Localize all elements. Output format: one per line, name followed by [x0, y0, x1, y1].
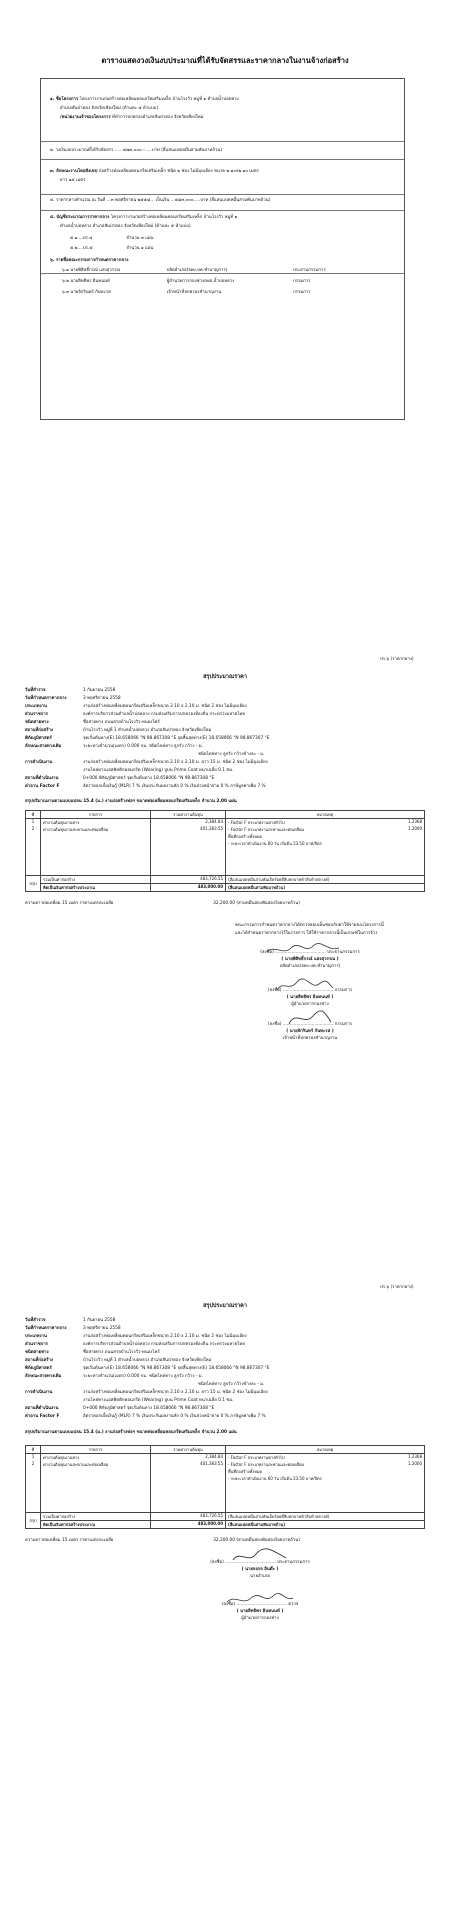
summary-title: สรุปประมาณราคา	[203, 674, 247, 680]
total-value: 483,726.55	[151, 1513, 226, 1521]
length-label: ความยาวท่อเหลี่ยม 15 เมตร ราคาเมตรละเฉลี่ย	[25, 1538, 114, 1543]
item5-line	[50, 215, 237, 220]
table-header	[26, 1446, 425, 1454]
item5-text: โครงการงานก่อสร้างท่อเหลี่ยมคอนกรีตเสริมเหล็ก บ้านโรงวัว หมู่ที่ ๑	[110, 215, 238, 220]
field-value: งานไหล่ทางแอสฟัลติกคอนกรีต (Wearing) ปูบน Prime Coat หนาเฉลี่ย 0.1 ซม.	[83, 768, 234, 773]
cell-no: 2	[26, 1461, 41, 1482]
signer-name: ( นายจงกล อินต๊ะ )	[241, 1567, 279, 1572]
budget-row	[26, 1521, 425, 1529]
signer-role: กรรมการ	[334, 988, 353, 993]
summary-table	[25, 1445, 425, 1529]
th-no: ที่	[26, 811, 41, 819]
cell-note-extra: - ระยะเวลาดำเนินงาน 60 วัน เริ่มต้น 23.50 บาท/ลิตร	[228, 1476, 322, 1481]
field-value: งานก่อสร้างท่อเหลี่ยมคอนกรีตเสริมเหล็กขนาด 2.10 x 2.10 ม. ชนิด 2 ช่อง ไม่มีมุมเอียง	[83, 1334, 247, 1339]
th-cost: รวมค่างานต้นทุน	[151, 1446, 226, 1454]
divider	[41, 159, 404, 160]
field-label: ส่วนราชการ	[25, 712, 48, 717]
cell-note: - Factor F ประเภทงานทางทั่วไป	[228, 820, 285, 825]
summary-title: สรุปประมาณราคา	[203, 1303, 247, 1309]
cell-note: - Factor F ประเภทงานสะพานและท่อเหลี่ยม	[228, 827, 305, 832]
cell-cost: 401,383.55	[151, 1461, 226, 1482]
signature-scribble	[265, 942, 345, 958]
budget-value: 483,000.00	[151, 1521, 226, 1529]
signer-title: ปลัดอำเภอ(จพง.ปค.ชำนาญการ)	[279, 964, 341, 969]
field-value: 3 พฤศจิกายน 2558	[83, 696, 121, 701]
field-value: จุดเริ่มต้นทาง(E) 18.658066 °N 98.867308 °E จุดสิ้นสุดทาง(E) 18.658066 °N 98.867307 °E	[83, 1366, 270, 1371]
cell-factor: 1.2000	[408, 1461, 422, 1466]
signer-title: เจ้าหน้าที่ปกครองชำนาญงาน	[282, 1036, 338, 1041]
field-value: งานก่อสร้างท่อเหลี่ยมคอนกรีตเสริมเหล็กขนาด 2.10 x 2.10 ม. ยาว 15 ม. ชนิด 2 ช่อง ไม่มีมุมเอียง	[83, 1390, 268, 1395]
committee-position: ปลัดอำเภอ(จพง.ปค.ชำนาญการ)	[166, 268, 228, 273]
item2-budget: ๒. วงเงินงบประมาณที่ได้รับจัดสรร ......๔๗๓,๐๐๐.–.....บาท (สี่แสนแปดหมื่นสามพันบาทถ้วน)	[50, 148, 222, 153]
committee-no: ๖.๒	[62, 279, 69, 284]
length-text: (สามหมื่นสองพันสองร้อยบาทถ้วน)	[236, 1538, 300, 1543]
total-label: รวมเป็นค่าก่อสร้าง	[41, 876, 151, 884]
signer-role: ตรวจ	[288, 1602, 299, 1607]
cell-item: ค่างานต้นทุนงานทาง	[41, 819, 151, 827]
summary-table	[25, 810, 425, 892]
quantity-line: สรุปปริมาณงานตามแบบแปลน 15.4 (ม.) งานก่อสร้างท่อฯ ขนาดท่อเหลี่ยมคอนกรีตเสริมเหล็ก จำนวน 2.00 แผ่น	[25, 799, 237, 804]
cell-no: 1	[26, 819, 41, 827]
field-value: ชนิดไหล่ทาง ลูกรัง กว้างข้างละ - ม.	[198, 1382, 265, 1387]
item5-row	[70, 246, 153, 251]
signature-scribble	[275, 978, 335, 994]
table-row	[26, 1461, 425, 1482]
total-text: (สี่แสนแปดหมื่นสามพันเจ็ดร้อยยี่สิบหกบาทห้าสิบห้าสตางค์)	[226, 876, 425, 884]
cell-factor: 1.2000	[408, 826, 422, 831]
field-value: 1 กันยายน 2558	[83, 688, 116, 693]
budget-text: (สี่แสนแปดหมื่นสามพันบาทถ้วน)	[226, 1521, 425, 1529]
signer-title: ผู้อำนวยการกองช่าง	[241, 1616, 279, 1621]
signer-title: ผู้อำนวยการกองช่าง	[291, 1002, 329, 1007]
signer-name: ( นายสิทธิพร อินทนนท์ )	[236, 1609, 284, 1614]
field-label: สถานที่ก่อสร้าง	[25, 1358, 54, 1363]
item5-code: ๕.๑....ปร.๔	[70, 236, 93, 241]
sign-lead: (ลงชื่อ)	[267, 988, 282, 993]
item4-reference-price: ๔. ราคากลางคำนวณ ณ วันที่ ...๓ พฤศจิกายน ๒๕๕๘... เป็นเงิน ...๔๘๓,๐๐๐.....บาท (สี่แสนแปดหมื่นสามพันบาทถ้วน)	[50, 198, 271, 203]
sign-lead: (ลงชื่อ)	[267, 1022, 282, 1027]
field-value: อัตราดอกเบี้ยเงินกู้ (MLR) 7 % เงินประกันผลงานหัก 0 % เงินล่วงหน้าจ่าย 0 % ภาษีมูลค่าเพิ่ม 7 %	[83, 1414, 266, 1419]
committee-note: และได้กำหนดราคากลางไว้ในรายการ ให้ใช้ราคากลางนี้เป็นเกณฑ์ในการจ้าง	[235, 931, 378, 936]
field-value: ระยะทางจำนวน(เมตร) 0.000 กม. ชนิดไหล่ทาง ลูกรัง กว้าง - ม.	[83, 1374, 203, 1379]
budget-value: 483,000.00	[151, 884, 226, 892]
field-value: 1 กันยายน 2558	[83, 1318, 116, 1323]
page-title: ตารางแสดงวงเงินงบประมาณที่ได้รับจัดสรรและราคากลางในงานจ้างก่อสร้าง	[101, 56, 349, 65]
signer-name: ( นายจักรินทร์ กันทะรส )	[286, 1029, 334, 1034]
th-item: รายการ	[41, 811, 151, 819]
signer-name: ( นายสิทธิพร อินทนนท์ )	[286, 995, 334, 1000]
field-label: สถานที่ดำเนินงาน	[25, 1406, 59, 1411]
signer-role: ประธานกรรมการ	[327, 950, 360, 955]
sign-lead: (ลงชื่อ)	[210, 1560, 224, 1565]
field-value: ชื่อสายทาง ถนนสายบ้านโรงวัว-หนองไคร้	[83, 720, 160, 725]
total-text: (สี่แสนแปดหมื่นสามพันเจ็ดร้อยยี่สิบหกบาทห้าสิบห้าสตางค์)	[226, 1513, 425, 1521]
divider	[41, 141, 404, 142]
field-value: ชนิดไหล่ทาง ลูกรัง กว้างข้างละ - ม.	[198, 752, 265, 757]
field-label: การดำเนินงาน	[25, 1390, 53, 1395]
field-value: 0+000 พิกัดภูมิศาสตร์ จุดเริ่มต้นทาง 18.658066 °N 98.867308 °E	[83, 776, 215, 781]
field-label: ประเภทงาน	[25, 704, 47, 709]
cell-note: - Factor F ประเภทงานสะพานและท่อเหลี่ยม	[228, 1462, 305, 1467]
cell-item: ค่างานต้นทุนงานสะพานและท่อเหลี่ยม	[41, 826, 151, 847]
length-line	[25, 1538, 300, 1543]
total-value: 483,726.55	[151, 876, 226, 884]
signature-scribble	[230, 1548, 290, 1566]
field-label: สถานที่ก่อสร้าง	[25, 728, 54, 733]
table-header	[26, 811, 425, 819]
item5-code: ๕.๒....ปร.๕	[70, 246, 93, 251]
signature-block: (ลงชื่อ) ..................................... ตรวจ ( นายสิทธิพร อินทนนท์ ) ผู้อำนวยการกองช่าง	[170, 1600, 350, 1621]
field-label: พิกัดภูมิศาสตร์	[25, 736, 52, 741]
cell-item: ค่างานต้นทุนงานทาง	[41, 1454, 151, 1462]
signature-scribble	[225, 1592, 295, 1608]
committee-row	[62, 279, 310, 284]
th-note: หมายเหตุ	[226, 811, 425, 819]
committee-row	[62, 268, 326, 273]
table-row	[26, 826, 425, 847]
budget-label: คิดเป็นเงินค่าก่อสร้างประมาณ	[41, 1521, 151, 1529]
total-row: สรุป รวมเป็นค่าก่อสร้าง 483,726.55 (สี่แสนแปดหมื่นสามพันเจ็ดร้อยยี่สิบหกบาทห้าสิบห้าสตางค์)	[26, 1513, 425, 1521]
signature-scribble	[285, 1010, 335, 1028]
item5-line2: ตำบลน้ำบ่อหลวง อำเภอสันป่าตอง จังหวัดเชียงใหม่ (ด้านละ ๕ ห้าแบบ)	[60, 224, 191, 229]
field-value: ระยะทางจำนวน(เมตร) 0.000 กม. ชนิดไหล่ทาง ลูกรัง กว้าง - ม.	[83, 744, 203, 749]
length-value: 32,200.00	[213, 1538, 235, 1543]
signer-role: กรรมการ	[334, 1022, 353, 1027]
sign-lead: (ลงชื่อ)	[221, 1602, 236, 1607]
table-row	[26, 819, 425, 827]
field-value: 0+000 พิกัดภูมิศาสตร์ จุดเริ่มต้นทาง 18.658066 °N 98.867308 °E	[83, 1406, 215, 1411]
th-note: หมายเหตุ	[226, 1446, 425, 1454]
field-label: ชนิดสายทาง	[25, 1350, 49, 1355]
committee-row	[62, 290, 311, 295]
committee-name: นายจักรินทร์ กันทะรส	[70, 290, 111, 295]
form-tag: ปร.๖ (ราคากลาง)	[380, 1285, 414, 1290]
cell-note-extra: - ระยะเวลาดำเนินงาน 60 วัน เริ่มต้น 23.50 บาท/ลิตร	[228, 841, 322, 846]
field-label: วันที่กำหนดราคากลาง	[25, 696, 67, 701]
cell-no: 2	[26, 826, 41, 847]
field-label: ชนิดสายทาง	[25, 720, 49, 725]
item3-line2: ยาว ๑๕ เมตร	[60, 178, 86, 183]
item1-line3	[60, 115, 203, 120]
item5-qty: จำนวน ๑ แผ่น	[126, 246, 154, 251]
committee-name: นายพิสิทธิ์กรณ์ แสงสุวรรณ	[70, 268, 121, 273]
budget-label: คิดเป็นเงินค่าก่อสร้างประมาณ	[41, 884, 151, 892]
field-label: วันที่สำรวจ	[25, 1318, 46, 1323]
committee-role: กรรมการ	[293, 290, 311, 295]
field-value: องค์การบริหารส่วนตำบลน้ำบ่อหลวง กรมส่งเสริมการปกครองท้องถิ่น กระทรวงมหาดไทย	[83, 712, 245, 717]
length-text: (สามหมื่นสองพันสองร้อยบาทถ้วน)	[236, 901, 300, 906]
cell-cost: 2,384.84	[151, 819, 226, 827]
signature-block: (ลงชื่อ) ..................................... กรรมการ ( นายสิทธิพร อินทนนท์ ) ผู้อำนวยการกองช่าง	[240, 986, 380, 1007]
signer-title: นายอำเภอ	[250, 1574, 270, 1579]
committee-no: ๖.๓	[62, 290, 70, 295]
item1-line	[50, 97, 239, 102]
cell-cost: 2,384.84	[151, 1454, 226, 1462]
committee-no: ๖.๑	[62, 268, 69, 273]
cell-cost: 401,383.55	[151, 826, 226, 847]
field-value: บ้านโรงวัว หมู่ที่ 1 ตำบลน้ำบ่อหลวง อำเภอสันป่าตอง จังหวัดเชียงใหม่	[83, 1358, 212, 1363]
signature-block: (ลงชื่อ) ..................................... กรรมการ ( นายจักรินทร์ กันทะรส ) เจ้าหน้าที่ปกครองชำนาญงาน	[240, 1020, 380, 1041]
item3-text: ก่อสร้างท่อเหลี่ยมคอนกรีตเสริมเหล็ก ชนิด ๒ ช่อง ไม่มีมุมเอียง ขนาด ๒.๑๐x๒.๑๐ เมตร	[98, 169, 259, 174]
th-item: รายการ	[41, 1446, 151, 1454]
item6-label: ๖. รายชื่อคณะกรรมการกำหนดราคากลาง	[50, 258, 129, 263]
th-cost: รวมค่างานต้นทุน	[151, 811, 226, 819]
signer-name: ( นายพิสิทธิ์กรณ์ แสงสุวรรณ )	[281, 957, 339, 962]
field-label: ประเภทงาน	[25, 1334, 47, 1339]
budget-text: (สี่แสนแปดหมื่นสามพันบาทถ้วน)	[226, 884, 425, 892]
cell-no: 1	[26, 1454, 41, 1462]
field-label: วันที่สำรวจ	[25, 688, 46, 693]
field-value: องค์การบริหารส่วนตำบลน้ำบ่อหลวง กรมส่งเสริมการปกครองท้องถิ่น กระทรวงมหาดไทย	[83, 1342, 245, 1347]
item3-label: ๓. ลักษณะงานโดยสังเขป	[50, 169, 98, 174]
item1-line2: อำเภอสันป่าตอง จังหวัดเชียงใหม่ (ด้านละ ๕ ห้าแบบ)	[60, 106, 159, 111]
field-label: ลักษณะสายทางเดิม	[25, 1374, 62, 1379]
length-label: ความยาวท่อเหลี่ยม 15 เมตร ราคาเมตรละเฉลี่ย	[25, 901, 114, 906]
total-label: รวมเป็นค่าก่อสร้าง	[41, 1513, 151, 1521]
committee-name: นายสิทธิพร อินทนนท์	[70, 279, 110, 284]
quantity-line: สรุปปริมาณงานตามแบบแปลน 15.4 (ม.) งานก่อสร้างท่อฯ ขนาดท่อเหลี่ยมคอนกรีตเสริมเหล็ก จำนวน 2.00 แผ่น	[25, 1430, 237, 1435]
length-value: 32,200.00	[213, 901, 235, 906]
item1-text: โครงการงานก่อสร้างท่อเหลี่ยมคอนกรีตเสริมเหล็ก บ้านโรงวัว หมู่ที่ ๑ ตำบลน้ำบ่อหลวง	[79, 97, 239, 102]
field-value: อัตราดอกเบี้ยเงินกู้ (MLR) 7 % เงินประกันผลงานหัก 0 % เงินล่วงหน้าจ่าย 0 % ภาษีมูลค่าเพิ่ม 7 %	[83, 784, 266, 789]
total-row: สรุป รวมเป็นค่าก่อสร้าง 483,726.55 (สี่แสนแปดหมื่นสามพันเจ็ดร้อยยี่สิบหกบาทห้าสิบห้าสตางค์)	[26, 876, 425, 884]
item5-qty: จำนวน ๓ แผ่น	[126, 236, 154, 241]
field-value: งานไหล่ทางแอสฟัลติกคอนกรีต (Wearing) ปูบน Prime Coat หนาเฉลี่ย 0.1 ซม.	[83, 1398, 234, 1403]
field-value: ชื่อสายทาง ถนนสายบ้านโรงวัว-หนองไคร้	[83, 1350, 160, 1355]
item5-row	[70, 236, 154, 241]
committee-position: ผู้อำนวยการกองช่างอบต.น้ำบ่อหลวง	[166, 279, 235, 284]
item5-label: ๕. บัญชีประมาณการราคากลาง	[50, 215, 110, 220]
cell-note-extra: พื้นที่ก่อสร้างทั้งหมด	[228, 834, 263, 839]
item1-agency-label: /หน่วยงานเจ้าของโครงการ	[60, 115, 111, 120]
budget-row	[26, 884, 425, 892]
length-line	[25, 901, 300, 906]
field-value: 3 พฤศจิกายน 2558	[83, 1326, 121, 1331]
field-label: พิกัดภูมิศาสตร์	[25, 1366, 52, 1371]
cell-note: - Factor F ประเภทงานทางทั่วไป	[228, 1455, 285, 1460]
committee-note: คณะกรรมการกำหนดราคากลางได้ตรวจสอบเห็นชอบกับค่าใช้จ่ายของโครงการนี้	[235, 923, 384, 928]
committee-role: กรรมการ	[293, 279, 311, 284]
signer-role: ประธานกรรมการ	[277, 1560, 310, 1565]
item1-label: ๑. ชื่อโครงการ	[50, 97, 79, 102]
summary-fields	[25, 688, 269, 792]
field-label: การดำเนินงาน	[25, 760, 53, 765]
cell-factor: 1.2368	[408, 819, 422, 824]
table-row	[26, 1454, 425, 1462]
field-value: จุดเริ่มต้นทาง(E) 18.658066 °N 98.867308 °E จุดสิ้นสุดทาง(E) 18.658066 °N 98.867307 °E	[83, 736, 270, 741]
signature-block: (ลงชื่อ) ..................................... ประธานกรรมการ ( นายจงกล อินต๊ะ ) นายอำเภอ	[170, 1558, 350, 1579]
item1-agency: ที่ทำการปกครองอำเภอสันป่าตอง จังหวัดเชียงใหม่	[112, 115, 204, 120]
summary-fields	[25, 1318, 269, 1422]
field-label: ส่วนราชการ	[25, 1342, 48, 1347]
sign-lead: (ลงชื่อ)	[260, 950, 274, 955]
field-label: สถานที่ดำเนินงาน	[25, 776, 59, 781]
th-no: ที่	[26, 1446, 41, 1454]
field-label: วันที่กำหนดราคากลาง	[25, 1326, 67, 1331]
divider	[41, 273, 404, 274]
committee-position: เจ้าหน้าที่ปกครองชำนาญงาน	[166, 290, 222, 295]
field-label: ค่าอาน Factor F	[25, 784, 60, 789]
divider	[41, 194, 404, 195]
field-label: ค่าอาน Factor F	[25, 1414, 60, 1419]
field-value: งานก่อสร้างท่อเหลี่ยมคอนกรีตเสริมเหล็กขนาด 2.10 x 2.10 ม. ยาว 15 ม. ชนิด 2 ช่อง ไม่มีมุมเอียง	[83, 760, 268, 765]
form-tag: ปร.๖ (ราคากลาง)	[380, 657, 414, 662]
field-label: ลักษณะสายทางเดิม	[25, 744, 62, 749]
item3-line	[50, 169, 259, 174]
field-value: งานก่อสร้างท่อเหลี่ยมคอนกรีตเสริมเหล็กขนาด 2.10 x 2.10 ม. ชนิด 2 ช่อง ไม่มีมุมเอียง	[83, 704, 247, 709]
field-value: บ้านโรงวัว หมู่ที่ 1 ตำบลน้ำบ่อหลวง อำเภอสันป่าตอง จังหวัดเชียงใหม่	[83, 728, 212, 733]
cell-note-extra: พื้นที่ก่อสร้างทั้งหมด	[228, 1469, 263, 1474]
committee-role: ประธานกรรมการ	[292, 268, 326, 273]
divider	[41, 210, 404, 211]
cell-factor: 1.2368	[408, 1454, 422, 1459]
cell-item: ค่างานต้นทุนงานสะพานและท่อเหลี่ยม	[41, 1461, 151, 1482]
signature-block: (ลงชื่อ) ..................................... ประธานกรรมการ ( นายพิสิทธิ์กรณ์ แสงสุวรรณ ) ปลัดอำเภอ(จพง.ปค.ชำนาญการ)	[240, 948, 380, 969]
